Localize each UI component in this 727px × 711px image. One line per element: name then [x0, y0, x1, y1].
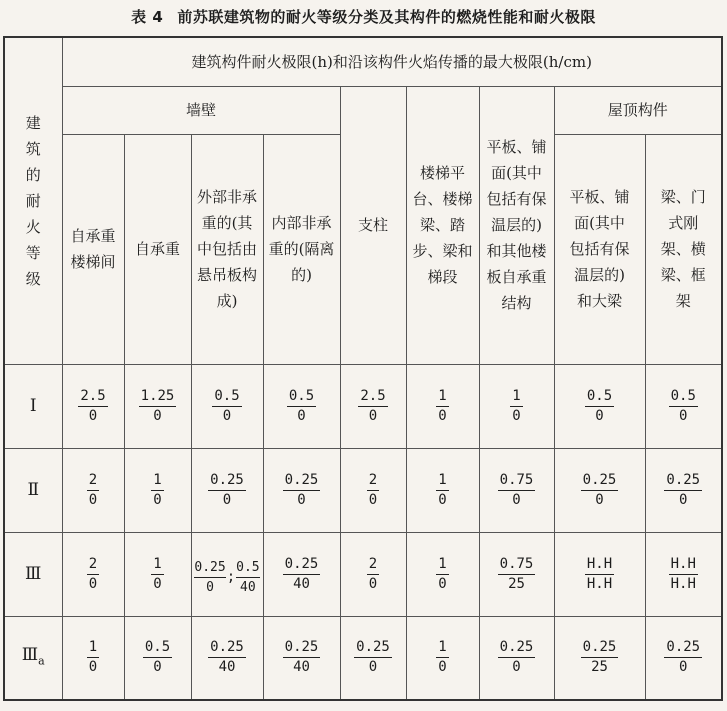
value-cell	[263, 448, 340, 532]
header-grade: 建筑的耐火等级	[4, 37, 62, 364]
value-cell	[124, 532, 191, 616]
header-group-roof: 屋顶构件	[554, 86, 722, 134]
fraction	[287, 388, 316, 425]
numerator: 0.5	[669, 388, 698, 407]
denominator: 0	[153, 407, 162, 424]
denominator: 25	[508, 575, 525, 592]
value-cell	[62, 616, 124, 700]
fraction	[143, 639, 172, 676]
fire-resistance-table	[3, 36, 723, 701]
denominator: 0	[88, 575, 98, 592]
denominator: 0	[297, 491, 306, 508]
value-cell	[191, 364, 263, 448]
numerator: 1	[510, 388, 522, 407]
denominator: 0	[438, 659, 447, 676]
value-cell	[406, 448, 479, 532]
value-cell	[191, 448, 263, 532]
grade-cell: Ⅲ	[4, 532, 62, 616]
fraction	[87, 472, 99, 509]
header-walls-internal-nonbearing: 内部非承重的(隔离的)	[263, 134, 340, 364]
fraction	[581, 639, 619, 676]
grade-cell: Ⅰ	[4, 364, 62, 448]
value-cell	[645, 616, 722, 700]
denominator: H.H	[670, 575, 696, 592]
header-row-2	[4, 86, 722, 134]
header-group-walls: 墙壁	[62, 86, 340, 134]
header-row-1	[4, 37, 722, 86]
denominator: 0	[438, 491, 447, 508]
fraction	[664, 472, 702, 509]
fraction	[436, 639, 448, 676]
value-cell	[645, 364, 722, 448]
value-cell	[340, 364, 406, 448]
denominator: H.H	[586, 575, 613, 592]
header-floor-slab: 平板、铺面(其中包括有保温层的)和其他楼板自承重结构	[479, 86, 554, 364]
denominator: 0	[512, 659, 521, 676]
denominator: 0	[512, 407, 521, 424]
numerator: 2.5	[78, 388, 107, 407]
fraction	[358, 388, 387, 425]
header-walls-self-bearing-stair: 自承重楼梯间	[62, 134, 124, 364]
value-cell	[406, 532, 479, 616]
denominator: 0	[438, 575, 447, 592]
numerator: 0.25	[194, 559, 225, 578]
table-row	[4, 364, 722, 448]
fraction	[208, 472, 246, 509]
value-cell	[406, 364, 479, 448]
fraction	[87, 556, 99, 593]
fraction	[151, 472, 163, 509]
value-cell	[263, 532, 340, 616]
grade-cell: Ⅱ	[4, 448, 62, 532]
denominator: 0	[595, 407, 604, 424]
denominator: 40	[293, 659, 310, 676]
header-walls-self-bearing: 自承重	[124, 134, 191, 364]
value-cell	[263, 616, 340, 700]
header-roof-slab: 平板、铺面(其中包括有保温层的)和大梁	[554, 134, 645, 364]
grade-cell: $Ⅲ_a$	[4, 616, 62, 700]
fraction	[498, 472, 536, 509]
numerator: 0.5	[585, 388, 614, 407]
value-cell	[191, 616, 263, 700]
numerator: 0.5	[212, 388, 241, 407]
fraction	[354, 639, 392, 676]
value-cell	[263, 364, 340, 448]
fraction	[585, 388, 614, 425]
fraction	[139, 388, 177, 425]
value-cell	[554, 616, 645, 700]
numerator: 0.25	[208, 639, 246, 658]
denominator: 25	[591, 659, 608, 676]
fraction	[212, 388, 241, 425]
numerator: 0.25	[283, 639, 321, 658]
numerator: 1	[436, 472, 448, 491]
denominator: 0	[368, 491, 378, 508]
numerator: 2	[87, 472, 99, 491]
header-roof-beam: 梁、门式刚架、横梁、框架	[645, 134, 722, 364]
denominator: 0	[368, 407, 378, 424]
value-cell	[479, 448, 554, 532]
value-cell	[62, 448, 124, 532]
fraction	[236, 559, 259, 596]
value-cell	[62, 532, 124, 616]
numerator: 0.25	[283, 472, 321, 491]
table-body	[4, 364, 722, 700]
denominator: 40	[293, 575, 310, 592]
value-cell	[406, 616, 479, 700]
fraction	[436, 388, 448, 425]
numerator: 0.25	[664, 639, 702, 658]
fraction	[436, 556, 448, 593]
header-stair: 楼梯平台、楼梯梁、踏步、梁和梯段	[406, 86, 479, 364]
denominator: 0	[595, 491, 604, 508]
denominator: 0	[679, 491, 688, 508]
value-cell: $\frac{0.25}{0}$ ; $\frac{0.5}{40}$	[191, 532, 263, 616]
header-group-main: 建筑构件耐火极限(h)和沿该构件火焰传播的最大极限(h/cm)	[62, 37, 722, 86]
denominator: 40	[240, 579, 256, 595]
numerator: 0.25	[283, 556, 321, 575]
numerator: 2.5	[358, 388, 387, 407]
table-row	[4, 448, 722, 532]
denominator: 0	[88, 491, 98, 508]
numerator: 1	[151, 472, 163, 491]
value-cell	[340, 616, 406, 700]
value-cell	[124, 448, 191, 532]
numerator: 1.25	[139, 388, 177, 407]
denominator: 0	[679, 407, 688, 424]
fraction	[498, 556, 536, 593]
fraction	[87, 639, 99, 676]
denominator: 0	[438, 407, 447, 424]
numerator: 0.25	[581, 472, 619, 491]
fraction	[78, 388, 107, 425]
fraction	[436, 472, 448, 509]
fraction	[367, 472, 379, 509]
denominator: 0	[153, 575, 162, 592]
fraction	[367, 556, 379, 593]
value-cell	[62, 364, 124, 448]
value-cell	[124, 616, 191, 700]
numerator: 1	[151, 556, 163, 575]
fraction	[581, 472, 619, 509]
denominator: 0	[679, 659, 688, 676]
value-cell	[479, 364, 554, 448]
fraction	[283, 556, 321, 593]
fraction	[510, 388, 522, 425]
header-column: 支柱	[340, 86, 406, 364]
value-cell	[554, 448, 645, 532]
fraction	[669, 388, 698, 425]
numerator: 1	[436, 556, 448, 575]
numerator: 0.75	[498, 556, 536, 575]
numerator: 2	[367, 556, 379, 575]
numerator: 1	[436, 388, 448, 407]
value-cell	[554, 532, 645, 616]
table-row	[4, 532, 722, 616]
numerator: 2	[87, 556, 99, 575]
numerator: H.H	[585, 556, 614, 575]
numerator: 2	[367, 472, 379, 491]
fraction	[669, 556, 698, 593]
numerator: 0.25	[581, 639, 619, 658]
denominator: 0	[297, 407, 306, 424]
table-row	[4, 616, 722, 700]
numerator: 0.25	[498, 639, 536, 658]
denominator: 0	[88, 659, 98, 676]
numerator: 0.25	[664, 472, 702, 491]
value-cell	[645, 532, 722, 616]
fraction	[283, 472, 321, 509]
fraction	[664, 639, 702, 676]
denominator: 0	[153, 659, 162, 676]
denominator: 0	[153, 491, 162, 508]
denominator: 0	[88, 407, 98, 424]
table-title: 前苏联建筑物的耐火等级分类及其构件的燃烧性能和耐火极限	[177, 8, 596, 26]
fraction	[585, 556, 614, 593]
value-cell	[124, 364, 191, 448]
value-cell	[479, 532, 554, 616]
value-cell	[479, 616, 554, 700]
fraction	[498, 639, 536, 676]
fraction	[283, 639, 321, 676]
denominator: 0	[222, 407, 232, 424]
numerator: H.H	[669, 556, 698, 575]
numerator: 0.5	[143, 639, 172, 658]
value-cell	[554, 364, 645, 448]
fraction	[208, 639, 246, 676]
denominator: 0	[206, 579, 214, 595]
value-cell	[645, 448, 722, 532]
denominator: 0	[368, 575, 378, 592]
numerator: 0.25	[354, 639, 392, 658]
numerator: 1	[87, 639, 99, 658]
fraction	[151, 556, 163, 593]
table-caption	[0, 0, 727, 34]
table-number: 表 4	[131, 8, 164, 26]
denominator: 0	[368, 659, 378, 676]
numerator: 0.5	[236, 559, 259, 578]
header-walls-external-nonbearing: 外部非承重的(其中包括由悬吊板构成)	[191, 134, 263, 364]
numerator: 0.25	[208, 472, 246, 491]
value-cell	[340, 532, 406, 616]
denominator: 40	[218, 659, 236, 676]
numerator: 0.75	[498, 472, 536, 491]
numerator: 1	[436, 639, 448, 658]
denominator: 0	[222, 491, 232, 508]
numerator: 0.5	[287, 388, 316, 407]
value-cell	[340, 448, 406, 532]
denominator: 0	[512, 491, 521, 508]
fraction	[194, 559, 225, 596]
